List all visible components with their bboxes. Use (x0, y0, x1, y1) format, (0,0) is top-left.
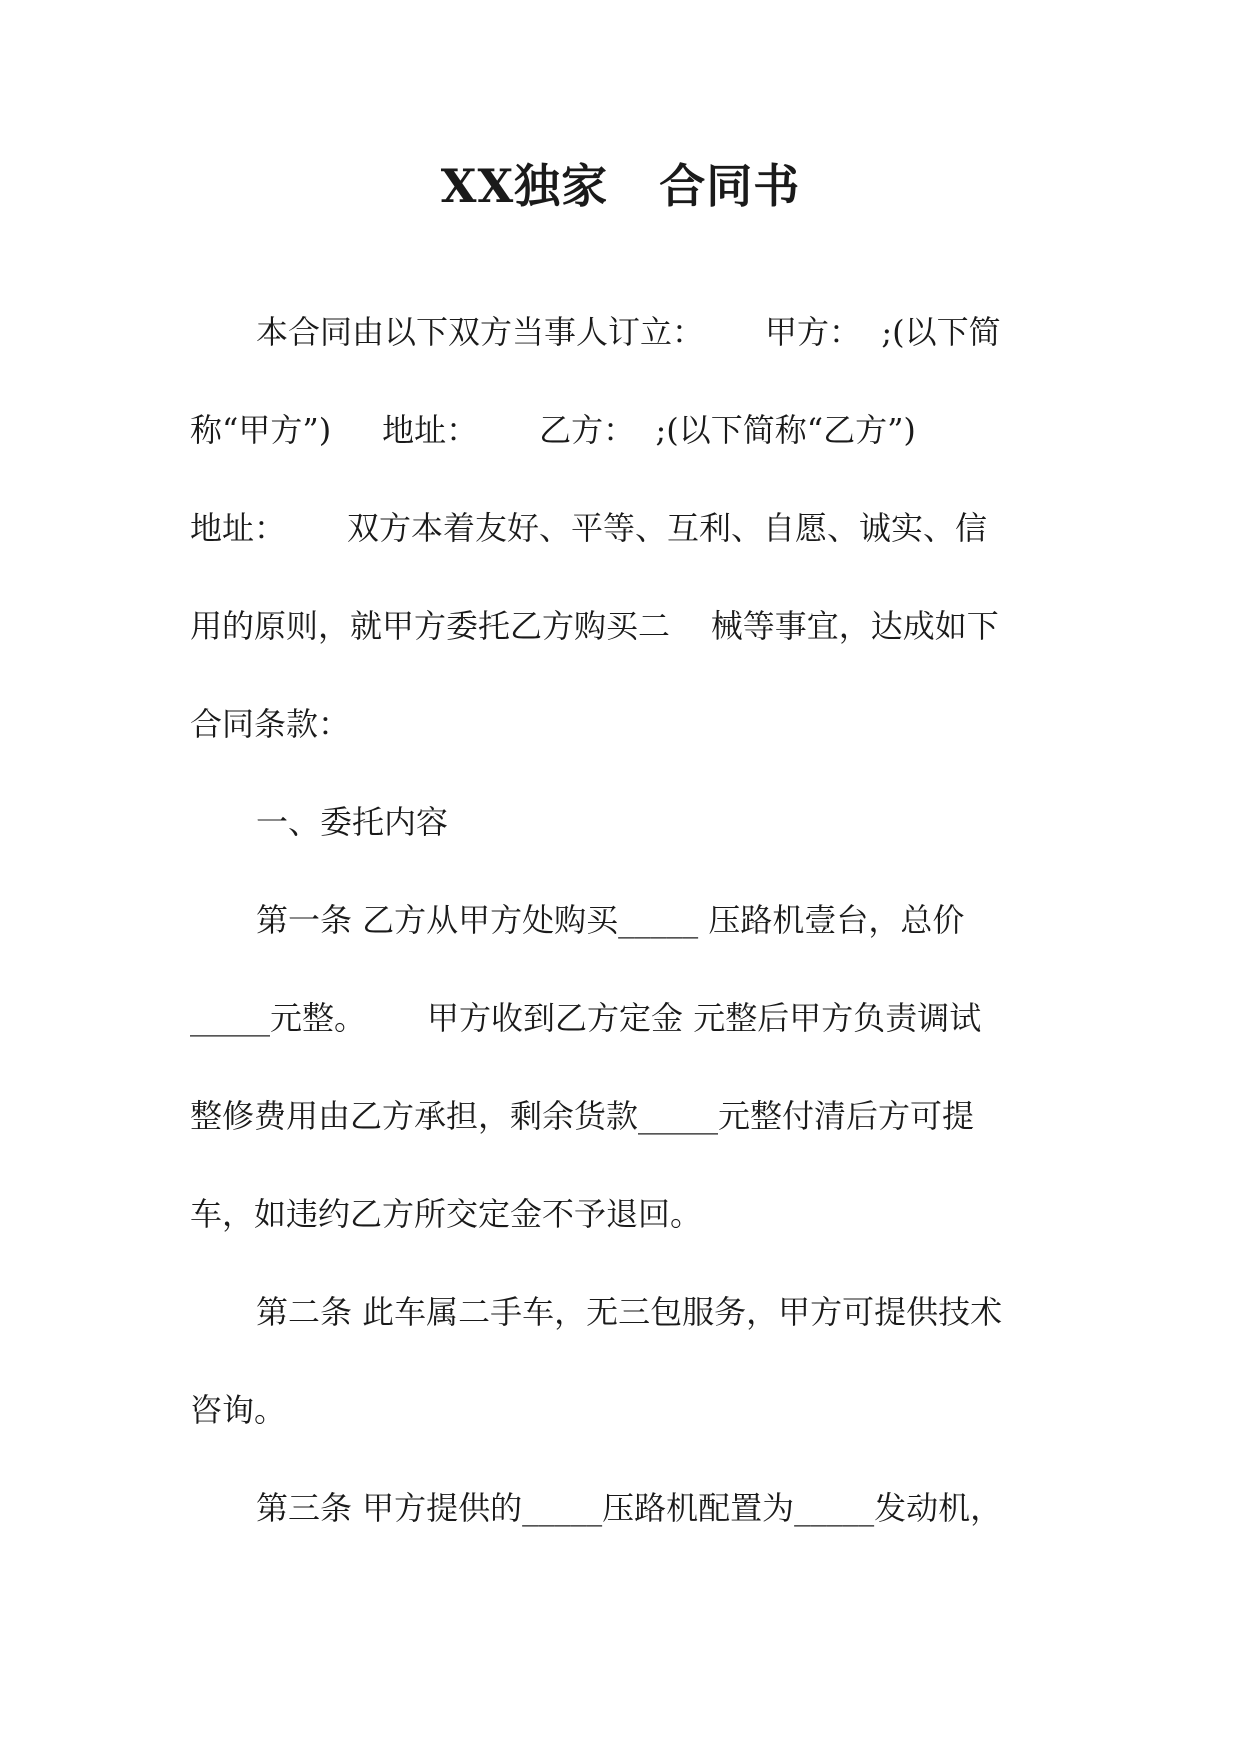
paragraph-line: 合同条款： (190, 705, 351, 743)
paragraph-line: 用的原则，就甲方委托乙方购买二 械等事宜，达成如下 (190, 607, 999, 645)
clause-line: 车，如违约乙方所交定金不予退回。 (190, 1195, 703, 1233)
clause-line: _____元整。 甲方收到乙方定金 元整后甲方负责调试 (190, 999, 982, 1037)
document-title: XX独家 合同书 (440, 159, 801, 213)
clause-line: 整修费用由乙方承担，剩余货款_____元整付清后方可提 (190, 1097, 975, 1135)
clause-line: 咨询。 (190, 1391, 287, 1429)
clause-line: 第二条 此车属二手车，无三包服务，甲方可提供技术 (256, 1293, 1003, 1331)
paragraph-line: 地址： 双方本着友好、平等、互利、自愿、诚实、信 (190, 509, 988, 547)
paragraph-line: 本合同由以下双方当事人订立： 甲方： ;(以下简 (256, 313, 1001, 351)
section-heading: 一、委托内容 (256, 803, 449, 841)
paragraph-line: 称“甲方”) 地址： 乙方： ;(以下简称“乙方”) (190, 411, 916, 449)
clause-line: 第一条 乙方从甲方处购买_____ 压路机壹台，总价 (256, 901, 965, 939)
clause-line: 第三条 甲方提供的_____压路机配置为_____发动机， (256, 1489, 1003, 1527)
